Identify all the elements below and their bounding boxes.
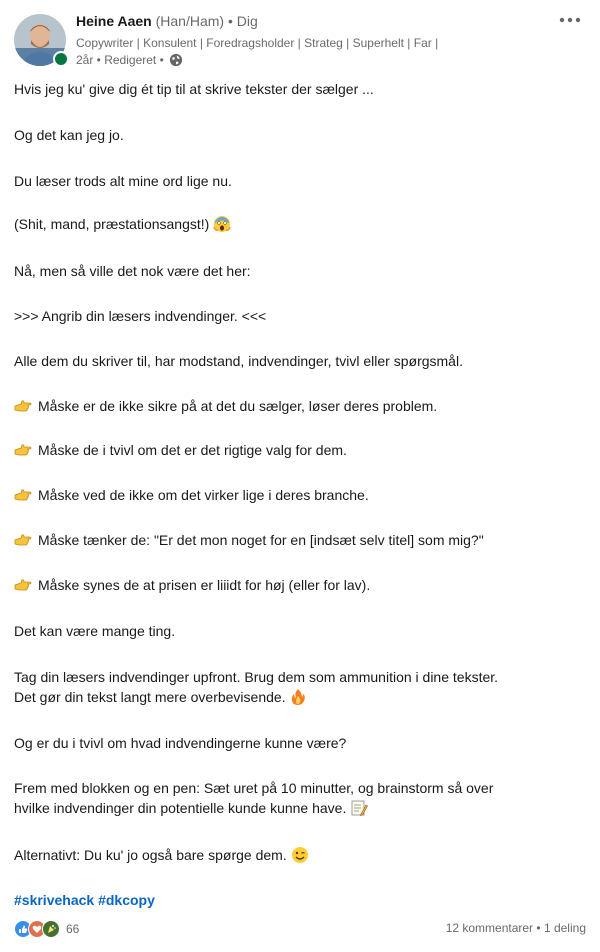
bullet-line: [14, 485, 369, 505]
connection-degree: • Dig: [227, 13, 258, 29]
bullet-line: [14, 396, 437, 416]
post-line: Nå, men så ville det nok være det her:: [14, 263, 251, 279]
pointing-hand-icon: [14, 486, 32, 504]
bullet-text: Måske synes de at prisen er liiidt for høj (eller for lav).: [38, 577, 371, 593]
post-line-text: (Shit, mand, præstationsangst!): [14, 216, 210, 232]
post-line-text: hvilke indvendinger din potentielle kunde kunne have.: [14, 800, 347, 816]
fire-emoji-icon: [289, 688, 307, 706]
winking-face-emoji-icon: [291, 846, 309, 864]
post-line-with-emoji: [14, 845, 309, 865]
post-line-with-emoji: [14, 214, 231, 234]
post-line: Frem med blokken og en pen: Sæt uret på 10 minutter, og brainstorm så over: [14, 780, 494, 796]
post-line: Hvis jeg ku' give dig ét tip til at skrive tekster der sælger ...: [14, 81, 374, 97]
post-line: Det kan være mange ting.: [14, 623, 176, 639]
post-time-label: 2år • Redigeret •: [76, 53, 164, 67]
memo-emoji-icon: [350, 799, 368, 817]
bullet-line: [14, 530, 484, 550]
pointing-hand-icon: [14, 441, 32, 459]
separator-dot: •: [536, 921, 541, 935]
pointing-hand-icon: [14, 576, 32, 594]
bullet-text: Måske er de ikke sikre på at det du sælger, løser deres problem.: [38, 398, 438, 414]
hashtag-link[interactable]: #skrivehack: [14, 892, 95, 908]
post-line-with-emoji: [14, 798, 368, 818]
hashtag-line: [14, 890, 155, 910]
post-line-text: Alternativt: Du ku' jo også bare spørge dem.: [14, 847, 287, 863]
shares-count-link[interactable]: 1 deling: [543, 921, 586, 935]
post-line: Og er du i tvivl om hvad indvendingerne kunne være?: [14, 735, 347, 751]
author-pronouns: (Han/Ham): [155, 13, 225, 29]
bullet-text: Måske de i tvivl om det er det rigtige valg for dem.: [38, 442, 347, 458]
bullet-line: [14, 440, 347, 460]
author-headline: Copywriter | Konsulent | Foredragsholder | Strateg | Superhelt | Far |: [76, 36, 439, 50]
online-status-indicator: [53, 51, 69, 67]
comments-count-link[interactable]: 12 kommentarer: [445, 921, 534, 935]
bullet-text: Måske tænker de: "Er det mon noget for en [indsæt selv titel] som mig?": [38, 532, 484, 548]
post-timestamp: [76, 52, 183, 72]
bullet-text: Måske ved de ikke om det virker lige i deres branche.: [38, 487, 369, 503]
social-counts-bar: [14, 920, 586, 942]
reactions-summary[interactable]: [14, 920, 79, 938]
post-line-with-emoji: [14, 687, 307, 707]
post-line: >>> Angrib din læsers indvendinger. <<<: [14, 308, 267, 324]
engagement-counts: [446, 921, 586, 935]
author-name[interactable]: Heine Aaen: [76, 13, 152, 29]
more-options-button[interactable]: [554, 8, 586, 32]
celebrate-reaction-icon: [42, 920, 60, 938]
more-horizontal-icon: [558, 16, 582, 24]
bullet-line: [14, 575, 370, 595]
reaction-count: 66: [66, 922, 80, 936]
post-line: Og det kan jeg jo.: [14, 127, 124, 143]
post-line: Du læser trods alt mine ord lige nu.: [14, 173, 232, 189]
pointing-hand-icon: [14, 531, 32, 549]
post-line: Tag din læsers indvendinger upfront. Brug dem som ammunition i dine tekster.: [14, 669, 499, 685]
screaming-face-emoji-icon: [213, 215, 231, 233]
pointing-hand-icon: [14, 397, 32, 415]
post-line-text: Det gør din tekst langt mere overbevisende.: [14, 689, 286, 705]
hashtag-link[interactable]: #dkcopy: [98, 892, 155, 908]
author-name-line: [76, 13, 258, 29]
globe-icon: [169, 53, 183, 72]
post-line: Alle dem du skriver til, har modstand, indvendinger, tvivl eller spørgsmål.: [14, 353, 463, 369]
